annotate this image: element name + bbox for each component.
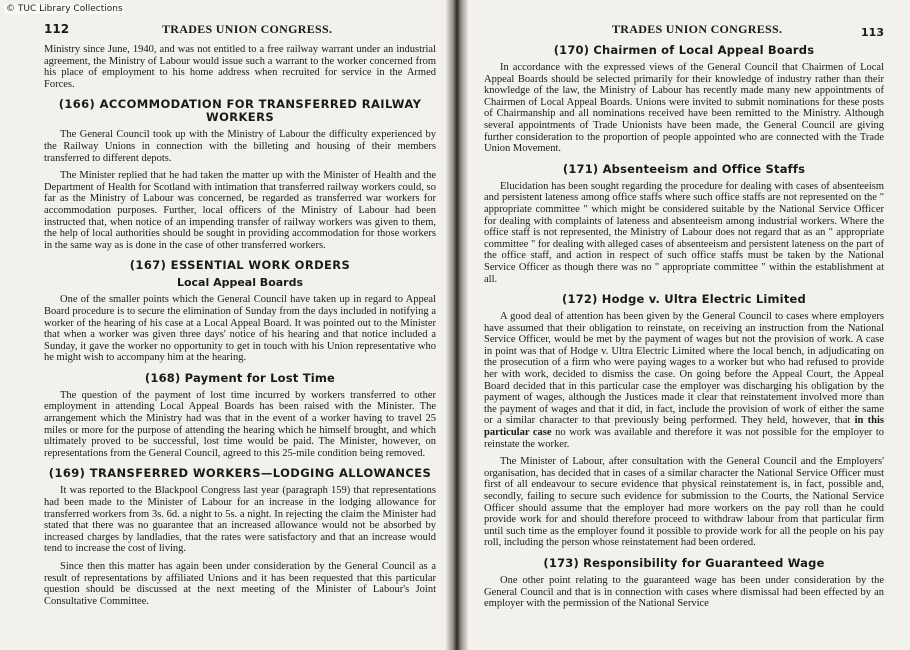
section-172-paragraph-1-part-a: A good deal of attention has been given by the General Council to cases where employers have assumed that their obligation to reinstate, on receiving an instruction from the National Service Officer, would be met by the payment of wages but not the provision of work. A case in point was that of Hodge v. Ultra Electric Limited where the local bench, in adjudicating on the prosecution of a firm who were paying wages to a worker but who had refused to provide her with work, decided to dismiss the case. On going before the Appeal Court, the Appeal Board decided that in this particular case the employer was discharging his obligation by the payment of wages, although the Justices made it clear that reinstatement involved more than the payment of wages and that it did, in fact, include the provision of work of either the same or a similar character to that previously being performed. They held, however, that [484,311,884,427]
section-172-bold-phrase: in this particular case [484,415,884,439]
section-172-paragraph-1-part-b: no work was available and therefore it was not possible for the employer to reinstate the worker. [484,427,884,450]
book-gutter [446,0,468,650]
watermark: © TUC Library Collections [6,4,123,14]
section-166-paragraph-1: The General Council took up with the Ministry of Labour the difficulty experienced by the Railway Unions in connection with the billeting and housing of their members transferred to different depots. [44,129,436,164]
section-170-paragraph-1: In accordance with the expressed views of the General Council that Chairmen of Local Appeal Boards should be selected primarily for their knowledge of industry rather than their knowledge of the law, the Ministry of Labour has recently made many new appointments of Chairmen of Local Appeal Boards. Unions were invited to submit nominations for these posts of Chairmanship and all nominations received have been remitted to the Ministry. Although several appointments of Trade Unionists have been made, the General Council are giving further consideration to the proportion of people appointed who are connected with the Trade Union Movement. [484,62,884,155]
right-running-head: TRADES UNION CONGRESS. [612,22,783,36]
section-168-heading: (168) Payment for Lost Time [144,370,336,385]
right-page-number: 113 [861,26,884,39]
section-171-heading: (171) Absenteeism and Office Staffs [562,161,806,176]
right-running-header [484,22,884,39]
section-169-paragraph-2: Since then this matter has again been under consideration by the General Council as a result of representations by affiliated Unions and it has been requested that this particular question should be discussed at the next meeting of the Minister of Labour's Joint Consultative Committee. [44,561,436,607]
section-173-heading: (173) Responsibility for Guaranteed Wage [543,555,825,570]
left-page [0,0,452,650]
section-166-paragraph-2: The Minister replied that he had taken the matter up with the Minister of Health and the Department of Health for Scotland with intimation that transferred railway workers could, so far as the Ministry of Labour was concerned, be regarded as transferred war workers for accommodation purposes. Further, local officers of the Ministry of Labour had been instructed that, when notice of an impending transfer of railway workers was given to them, the help of local authorities should be sought in providing accommodation for those workers in the same way as is done in the case of other transferred workers. [44,170,436,251]
section-167-heading: (167) ESSENTIAL WORK ORDERS [129,258,351,273]
section-172-heading: (172) Hodge v. Ultra Electric Limited [562,292,806,307]
section-172-paragraph-2: The Minister of Labour, after consultation with the General Council and the Employers' organisation, has decided that in cases of a similar character the National Service Officer must first of all endeavour to secure evidence that physical reinstatement is, in fact, possible and, secondly, failing to secure such evidence for submission to the Courts, the National Service Officer should assume that the employer had more workers on the pay roll than he could provide work for and should therefore proceed to withdraw labour from that particular firm until such time as the employer found it possible to provide work for all the people on his pay roll, including the person whose reinstatement had been ordered. [484,456,884,549]
section-167-paragraph-1: One of the smaller points which the General Council have taken up in regard to Appeal Board procedure is to secure the elimination of Sunday from the days included in notifying a worker of the hearing of his case at a Local Appeal Board. It was pointed out to the Minister that when a worker was given three days' notice of his hearing and that notice included a Sunday, it gave the worker no opportunity to get in touch with his Union representative who he might wish to accompany him at the hearing. [44,294,436,364]
section-170-heading: (170) Chairmen of Local Appeal Boards [553,43,815,57]
section-173-paragraph-1: One other point relating to the guaranteed wage has been under consideration by the General Council and that is in connection with cases where dismissal had been effected by an employer with the permission of the National Service [484,574,884,610]
section-166-heading: (166) ACCOMMODATION FOR TRANSFERRED RAILWAY WORKERS [58,97,422,125]
section-169-paragraph-1: It was reported to the Blackpool Congress last year (paragraph 159) that representations had been made to the Minister of Labour for an increase in the lodging allowance for transferred workers from 3s. 6d. a night to 5s. a night. In rejecting the claim the Minister had stated that there was no guarantee that an increased allowance would not be absorbed by increased charges by landladies, that the rates were satisfactory and that an increase would tend to increase the cost of living. [44,485,436,555]
left-running-header [44,22,436,36]
section-167-subheading: Local Appeal Boards [176,276,304,290]
section-171-paragraph-1: Elucidation has been sought regarding the procedure for dealing with cases of absenteeism and persistent lateness among office staffs where such office staffs are not represented on the " appropriate committee " which might be considered suitable by the National Service Officer for dealing with complaints of lateness and absenteeism among industrial workers. Where the office staff is not represented, the Ministry of Labour does not regard that as an " appropriate committee " for dealing with alleged cases of absenteeism and persistent lateness on the part of the office staff, and action in respect of such office staffs must be taken by the National Service Officer as though there was no " appropriate committee " within the establishment at all. [484,180,884,285]
left-page-number: 112 [44,22,70,36]
left-running-head: TRADES UNION CONGRESS. [162,22,333,36]
section-169-heading: (169) TRANSFERRED WORKERS—LODGING ALLOWANCES [48,466,432,481]
continuation-paragraph: Ministry since June, 1940, and was not entitled to a free railway warrant under an industrial agreement, the Ministry of Labour would issue such a warrant to the worker concerned from his place of employment to his home address when recruited for service in the Armed Forces. [44,44,436,90]
section-168-paragraph-1: The question of the payment of lost time incurred by workers transferred to other employment in attending Local Appeal Boards has been raised with the Minister. The arrangement which the Ministry had was that in the event of a worker having to travel 25 miles or more for the purpose of attending the hearing which he himself brought, and which ultimately proved to be successful, lost time would be paid. The Minister, however, on representations from the General Council, agreed to this 25-mile condition being removed. [44,389,436,459]
right-page [462,0,910,650]
section-172-paragraph-1 [484,311,884,450]
